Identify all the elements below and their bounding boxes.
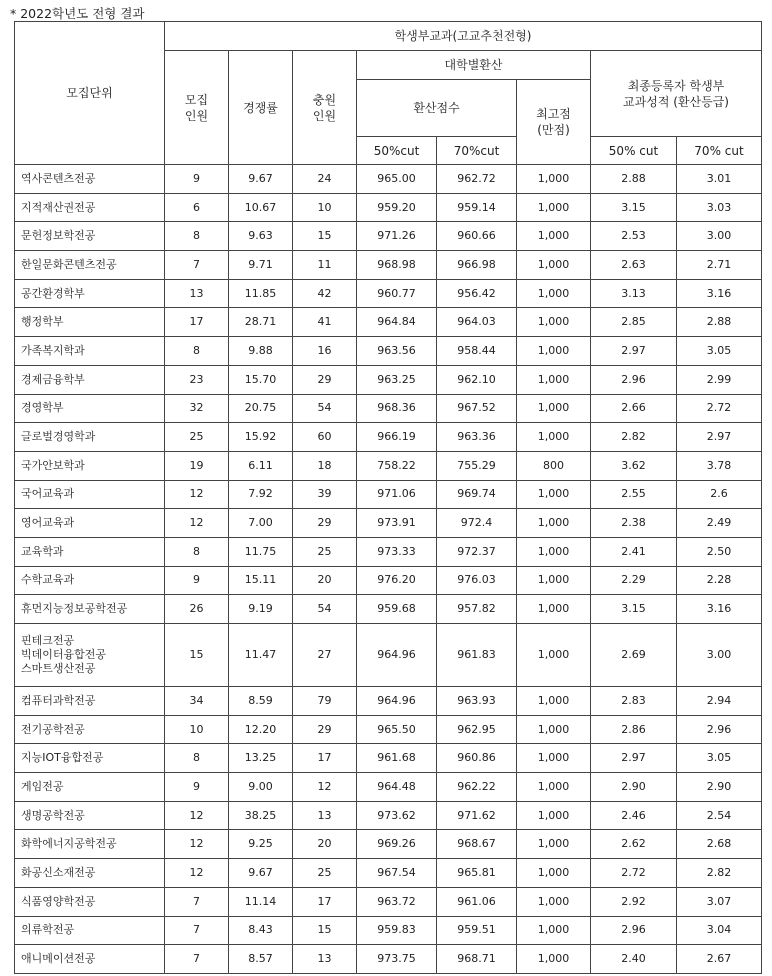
cell-s50: 968.36	[357, 394, 437, 423]
cell-s50: 973.62	[357, 801, 437, 830]
cell-g70: 3.00	[677, 624, 762, 687]
cell-g70: 2.99	[677, 365, 762, 394]
cell-extra: 29	[293, 509, 357, 538]
cell-g50: 2.69	[591, 624, 677, 687]
table-row	[15, 773, 762, 802]
cell-quota: 8	[165, 337, 229, 366]
cell-g70: 2.67	[677, 945, 762, 974]
cell-quota: 12	[165, 830, 229, 859]
cell-g70: 3.04	[677, 916, 762, 945]
cell-comp: 9.88	[229, 337, 293, 366]
cell-unit: 수학교육과	[15, 566, 165, 595]
cell-comp: 15.92	[229, 423, 293, 452]
cell-comp: 15.11	[229, 566, 293, 595]
cell-unit: 화공신소재전공	[15, 859, 165, 888]
cell-max: 1,000	[517, 624, 591, 687]
cell-s70: 957.82	[437, 595, 517, 624]
cell-extra: 17	[293, 887, 357, 916]
cell-extra: 27	[293, 624, 357, 687]
cell-comp: 11.14	[229, 887, 293, 916]
cell-s70: 961.06	[437, 887, 517, 916]
cell-max: 1,000	[517, 773, 591, 802]
cell-g50: 2.29	[591, 566, 677, 595]
cell-extra: 10	[293, 193, 357, 222]
cell-g70: 2.88	[677, 308, 762, 337]
cell-unit: 게임전공	[15, 773, 165, 802]
cell-extra: 20	[293, 830, 357, 859]
cell-quota: 8	[165, 222, 229, 251]
cell-s50: 959.68	[357, 595, 437, 624]
header-quota: 모집 인원	[165, 51, 229, 165]
cell-comp: 7.92	[229, 480, 293, 509]
cell-unit: 국가안보학과	[15, 451, 165, 480]
cell-quota: 7	[165, 945, 229, 974]
table-row	[15, 830, 762, 859]
cell-comp: 9.67	[229, 859, 293, 888]
cell-max: 1,000	[517, 687, 591, 716]
cell-quota: 7	[165, 251, 229, 280]
table-row	[15, 222, 762, 251]
cell-g70: 2.54	[677, 801, 762, 830]
cell-g50: 2.92	[591, 887, 677, 916]
table-row	[15, 423, 762, 452]
cell-quota: 13	[165, 279, 229, 308]
cell-g50: 2.53	[591, 222, 677, 251]
cell-unit: 한일문화콘텐츠전공	[15, 251, 165, 280]
cell-extra: 42	[293, 279, 357, 308]
admission-results-table	[14, 21, 762, 974]
cell-max: 1,000	[517, 830, 591, 859]
cell-max: 1,000	[517, 222, 591, 251]
cell-g50: 2.85	[591, 308, 677, 337]
table-row	[15, 308, 762, 337]
cell-s50: 973.33	[357, 537, 437, 566]
cell-comp: 8.43	[229, 916, 293, 945]
cell-s50: 968.98	[357, 251, 437, 280]
cell-g70: 3.16	[677, 279, 762, 308]
cell-s70: 968.67	[437, 830, 517, 859]
cell-max: 1,000	[517, 480, 591, 509]
cell-comp: 8.57	[229, 945, 293, 974]
cell-g50: 2.90	[591, 773, 677, 802]
cell-quota: 34	[165, 687, 229, 716]
table-row	[15, 365, 762, 394]
cell-quota: 7	[165, 887, 229, 916]
cell-g70: 2.90	[677, 773, 762, 802]
cell-unit: 공간환경학부	[15, 279, 165, 308]
cell-unit: 행정학부	[15, 308, 165, 337]
cell-max: 1,000	[517, 308, 591, 337]
cell-s70: 962.95	[437, 715, 517, 744]
cell-s50: 971.06	[357, 480, 437, 509]
table-row	[15, 394, 762, 423]
cell-g50: 3.13	[591, 279, 677, 308]
cell-unit: 문헌정보학전공	[15, 222, 165, 251]
cell-quota: 9	[165, 566, 229, 595]
cell-s70: 962.22	[437, 773, 517, 802]
table-row	[15, 566, 762, 595]
cell-g50: 2.40	[591, 945, 677, 974]
header-score-50cut: 50%cut	[357, 137, 437, 165]
cell-s50: 967.54	[357, 859, 437, 888]
cell-g70: 2.96	[677, 715, 762, 744]
cell-s50: 964.84	[357, 308, 437, 337]
cell-unit: 역사콘텐츠전공	[15, 165, 165, 194]
cell-quota: 8	[165, 744, 229, 773]
cell-extra: 20	[293, 566, 357, 595]
table-row	[15, 945, 762, 974]
cell-comp: 38.25	[229, 801, 293, 830]
cell-quota: 32	[165, 394, 229, 423]
cell-comp: 7.00	[229, 509, 293, 538]
cell-extra: 17	[293, 744, 357, 773]
cell-extra: 12	[293, 773, 357, 802]
cell-s70: 962.10	[437, 365, 517, 394]
cell-unit: 생명공학전공	[15, 801, 165, 830]
cell-max: 1,000	[517, 423, 591, 452]
cell-comp: 12.20	[229, 715, 293, 744]
cell-unit: 애니메이션전공	[15, 945, 165, 974]
cell-extra: 16	[293, 337, 357, 366]
cell-g50: 2.46	[591, 801, 677, 830]
cell-g50: 3.15	[591, 595, 677, 624]
table-row	[15, 595, 762, 624]
cell-quota: 23	[165, 365, 229, 394]
table-row	[15, 480, 762, 509]
cell-g50: 3.15	[591, 193, 677, 222]
cell-max: 1,000	[517, 945, 591, 974]
cell-s50: 960.77	[357, 279, 437, 308]
cell-comp: 20.75	[229, 394, 293, 423]
table-row	[15, 916, 762, 945]
cell-comp: 6.11	[229, 451, 293, 480]
cell-s70: 972.37	[437, 537, 517, 566]
cell-max: 1,000	[517, 859, 591, 888]
cell-g70: 2.94	[677, 687, 762, 716]
cell-g50: 2.88	[591, 165, 677, 194]
cell-g50: 2.83	[591, 687, 677, 716]
table-caption: * 2022학년도 전형 결과	[10, 6, 145, 21]
table-row	[15, 193, 762, 222]
cell-comp: 11.85	[229, 279, 293, 308]
cell-comp: 9.00	[229, 773, 293, 802]
cell-unit: 경영학부	[15, 394, 165, 423]
cell-quota: 7	[165, 916, 229, 945]
cell-g50: 2.38	[591, 509, 677, 538]
cell-s70: 976.03	[437, 566, 517, 595]
cell-s70: 972.4	[437, 509, 517, 538]
cell-s50: 964.96	[357, 624, 437, 687]
cell-unit: 경제금융학부	[15, 365, 165, 394]
cell-extra: 25	[293, 537, 357, 566]
cell-g70: 3.07	[677, 887, 762, 916]
cell-g70: 3.05	[677, 337, 762, 366]
cell-g70: 2.97	[677, 423, 762, 452]
table-row	[15, 687, 762, 716]
cell-unit: 식품영양학전공	[15, 887, 165, 916]
cell-extra: 25	[293, 859, 357, 888]
header-extra: 충원 인원	[293, 51, 357, 165]
table-row	[15, 859, 762, 888]
cell-extra: 29	[293, 365, 357, 394]
cell-g50: 2.82	[591, 423, 677, 452]
header-competition: 경쟁률	[229, 51, 293, 165]
cell-unit: 컴퓨터과학전공	[15, 687, 165, 716]
cell-s70: 967.52	[437, 394, 517, 423]
cell-s50: 969.26	[357, 830, 437, 859]
cell-unit: 전기공학전공	[15, 715, 165, 744]
cell-g70: 2.50	[677, 537, 762, 566]
cell-quota: 12	[165, 859, 229, 888]
cell-comp: 9.25	[229, 830, 293, 859]
cell-comp: 9.63	[229, 222, 293, 251]
table-row	[15, 451, 762, 480]
cell-g50: 2.96	[591, 365, 677, 394]
cell-s50: 973.75	[357, 945, 437, 974]
cell-g70: 2.72	[677, 394, 762, 423]
header-max: 최고점 (만점)	[517, 80, 591, 165]
cell-extra: 13	[293, 801, 357, 830]
cell-comp: 9.71	[229, 251, 293, 280]
cell-unit: 휴먼지능정보공학전공	[15, 595, 165, 624]
cell-g50: 2.55	[591, 480, 677, 509]
cell-g70: 3.05	[677, 744, 762, 773]
table-row	[15, 509, 762, 538]
cell-s50: 973.91	[357, 509, 437, 538]
table-row	[15, 251, 762, 280]
cell-max: 1,000	[517, 595, 591, 624]
cell-g70: 3.01	[677, 165, 762, 194]
cell-s50: 959.20	[357, 193, 437, 222]
cell-s50: 964.96	[357, 687, 437, 716]
cell-max: 1,000	[517, 337, 591, 366]
cell-g50: 2.97	[591, 337, 677, 366]
cell-extra: 18	[293, 451, 357, 480]
cell-comp: 11.47	[229, 624, 293, 687]
cell-extra: 54	[293, 394, 357, 423]
cell-comp: 10.67	[229, 193, 293, 222]
cell-g70: 2.82	[677, 859, 762, 888]
cell-quota: 12	[165, 509, 229, 538]
cell-s70: 960.66	[437, 222, 517, 251]
cell-s50: 959.83	[357, 916, 437, 945]
cell-comp: 11.75	[229, 537, 293, 566]
cell-s50: 961.68	[357, 744, 437, 773]
cell-quota: 15	[165, 624, 229, 687]
cell-g70: 3.00	[677, 222, 762, 251]
cell-s50: 965.50	[357, 715, 437, 744]
cell-max: 1,000	[517, 509, 591, 538]
header-unit: 모집단위	[15, 22, 165, 165]
cell-extra: 39	[293, 480, 357, 509]
cell-max: 1,000	[517, 394, 591, 423]
cell-s50: 758.22	[357, 451, 437, 480]
table-row	[15, 744, 762, 773]
header-conversion: 대학별환산	[357, 51, 591, 80]
cell-extra: 15	[293, 222, 357, 251]
table-row	[15, 537, 762, 566]
cell-extra: 54	[293, 595, 357, 624]
cell-max: 1,000	[517, 744, 591, 773]
cell-s70: 959.51	[437, 916, 517, 945]
cell-s70: 958.44	[437, 337, 517, 366]
cell-unit: 가족복지학과	[15, 337, 165, 366]
cell-extra: 24	[293, 165, 357, 194]
cell-max: 1,000	[517, 566, 591, 595]
cell-extra: 29	[293, 715, 357, 744]
cell-quota: 10	[165, 715, 229, 744]
cell-quota: 9	[165, 165, 229, 194]
cell-s70: 964.03	[437, 308, 517, 337]
cell-s70: 963.93	[437, 687, 517, 716]
cell-quota: 12	[165, 801, 229, 830]
cell-comp: 9.67	[229, 165, 293, 194]
cell-unit: 글로벌경영학과	[15, 423, 165, 452]
cell-g70: 3.03	[677, 193, 762, 222]
cell-quota: 17	[165, 308, 229, 337]
cell-g50: 2.96	[591, 916, 677, 945]
cell-g70: 3.78	[677, 451, 762, 480]
table-row	[15, 279, 762, 308]
cell-max: 1,000	[517, 193, 591, 222]
cell-s70: 956.42	[437, 279, 517, 308]
cell-s50: 966.19	[357, 423, 437, 452]
cell-unit: 교육학과	[15, 537, 165, 566]
cell-max: 1,000	[517, 537, 591, 566]
cell-s50: 964.48	[357, 773, 437, 802]
cell-max: 800	[517, 451, 591, 480]
cell-g50: 2.62	[591, 830, 677, 859]
header-score-70cut: 70%cut	[437, 137, 517, 165]
cell-extra: 15	[293, 916, 357, 945]
cell-extra: 60	[293, 423, 357, 452]
cell-extra: 41	[293, 308, 357, 337]
cell-comp: 9.19	[229, 595, 293, 624]
cell-s70: 755.29	[437, 451, 517, 480]
header-conv-score: 환산점수	[357, 80, 517, 137]
header-group: 학생부교과(고교추천전형)	[165, 22, 762, 51]
table-row	[15, 801, 762, 830]
cell-s50: 976.20	[357, 566, 437, 595]
cell-unit: 핀테크전공 빅데이터융합전공 스마트생산전공	[15, 624, 165, 687]
table-row	[15, 624, 762, 687]
cell-extra: 13	[293, 945, 357, 974]
cell-g70: 2.68	[677, 830, 762, 859]
table-row	[15, 715, 762, 744]
cell-s70: 961.83	[437, 624, 517, 687]
cell-g70: 2.28	[677, 566, 762, 595]
cell-quota: 19	[165, 451, 229, 480]
cell-s70: 960.86	[437, 744, 517, 773]
cell-unit: 화학에너지공학전공	[15, 830, 165, 859]
cell-unit: 국어교육과	[15, 480, 165, 509]
cell-g50: 2.72	[591, 859, 677, 888]
cell-s70: 963.36	[437, 423, 517, 452]
cell-comp: 28.71	[229, 308, 293, 337]
cell-extra: 11	[293, 251, 357, 280]
cell-max: 1,000	[517, 715, 591, 744]
cell-s70: 971.62	[437, 801, 517, 830]
cell-max: 1,000	[517, 801, 591, 830]
cell-g70: 2.49	[677, 509, 762, 538]
cell-quota: 12	[165, 480, 229, 509]
cell-max: 1,000	[517, 279, 591, 308]
cell-s50: 971.26	[357, 222, 437, 251]
cell-g50: 2.66	[591, 394, 677, 423]
cell-g50: 2.63	[591, 251, 677, 280]
cell-s70: 968.71	[437, 945, 517, 974]
cell-max: 1,000	[517, 251, 591, 280]
cell-s70: 969.74	[437, 480, 517, 509]
cell-g50: 2.97	[591, 744, 677, 773]
cell-g70: 3.16	[677, 595, 762, 624]
cell-s50: 963.56	[357, 337, 437, 366]
cell-max: 1,000	[517, 916, 591, 945]
cell-unit: 지능IOT융합전공	[15, 744, 165, 773]
cell-extra: 79	[293, 687, 357, 716]
table-row	[15, 165, 762, 194]
cell-quota: 6	[165, 193, 229, 222]
table-row	[15, 887, 762, 916]
cell-max: 1,000	[517, 165, 591, 194]
cell-quota: 25	[165, 423, 229, 452]
cell-s70: 962.72	[437, 165, 517, 194]
cell-comp: 8.59	[229, 687, 293, 716]
cell-g50: 2.41	[591, 537, 677, 566]
cell-g70: 2.71	[677, 251, 762, 280]
header-grade-70cut: 70% cut	[677, 137, 762, 165]
cell-s50: 965.00	[357, 165, 437, 194]
cell-comp: 15.70	[229, 365, 293, 394]
cell-quota: 26	[165, 595, 229, 624]
table-row	[15, 337, 762, 366]
cell-s70: 966.98	[437, 251, 517, 280]
cell-unit: 지적재산권전공	[15, 193, 165, 222]
cell-s70: 965.81	[437, 859, 517, 888]
cell-s50: 963.72	[357, 887, 437, 916]
cell-g70: 2.6	[677, 480, 762, 509]
header-grade: 최종등록자 학생부 교과성적 (환산등급)	[591, 51, 762, 137]
cell-unit: 영어교육과	[15, 509, 165, 538]
cell-quota: 9	[165, 773, 229, 802]
cell-unit: 의류학전공	[15, 916, 165, 945]
cell-max: 1,000	[517, 887, 591, 916]
cell-quota: 8	[165, 537, 229, 566]
cell-g50: 3.62	[591, 451, 677, 480]
cell-max: 1,000	[517, 365, 591, 394]
cell-s50: 963.25	[357, 365, 437, 394]
cell-comp: 13.25	[229, 744, 293, 773]
cell-g50: 2.86	[591, 715, 677, 744]
header-grade-50cut: 50% cut	[591, 137, 677, 165]
cell-s70: 959.14	[437, 193, 517, 222]
